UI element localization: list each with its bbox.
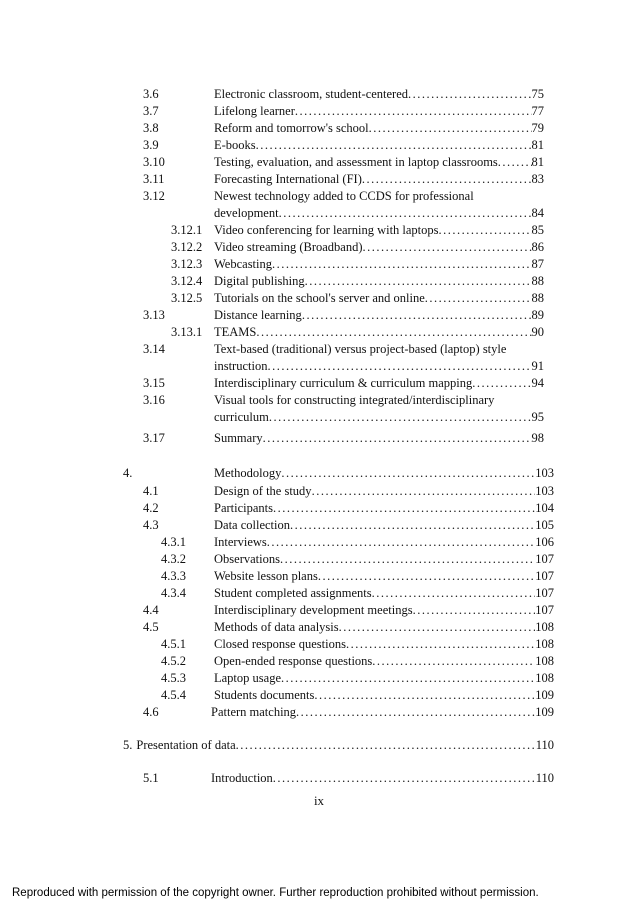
toc-entry [0,375,638,392]
toc-entry-title: Students documents [214,688,315,702]
dot-leader [267,534,535,551]
toc-entry-page: 95 [531,410,544,424]
toc-entry-title: Observations [214,552,280,566]
dot-leader [281,670,535,687]
toc-entry [0,704,638,721]
toc-entry-page: 86 [531,240,544,254]
toc-entry-number: 3.9 [143,138,159,152]
toc-entry-page: 77 [531,104,544,118]
toc-entry-page: 110 [535,738,554,752]
toc-entry-page: 110 [535,771,554,785]
toc-entry-page: 81 [531,138,544,152]
dot-leader [296,704,535,721]
dot-leader [267,358,531,375]
dot-leader [439,222,532,239]
toc-entry [0,602,638,619]
toc-entry [0,358,638,375]
dot-leader [281,465,535,482]
toc-entry-page: 94 [531,376,544,390]
dot-leader [236,737,536,754]
toc-entry [0,120,638,137]
toc-entry-title: Participants [214,501,274,515]
toc-entry-number: 3.12 [143,189,165,203]
dot-leader [312,483,536,500]
toc-entry [0,551,638,568]
toc-entry-page: 85 [531,223,544,237]
dot-leader [408,86,531,103]
toc-entry [0,687,638,704]
toc-entry [0,222,638,239]
toc-entry-number: 3.12.3 [171,257,203,271]
toc-entry-title: E-books [214,138,256,152]
toc-entry-number: 3.12.4 [171,274,203,288]
toc-entry-number: 4.5.1 [161,637,186,651]
dot-leader [302,307,532,324]
toc-entry-page: 105 [535,518,554,532]
toc-entry-page: 108 [535,637,554,651]
toc-entry-page: 109 [535,705,554,719]
toc-entry-number: 5. [123,738,133,752]
dot-leader [273,500,535,517]
toc-entry-number: 3.7 [143,104,159,118]
toc-entry-page: 87 [531,257,544,271]
toc-entry-title: Presentation of data [136,738,236,752]
toc-entry-number: 3.14 [143,342,165,356]
dot-leader [372,585,536,602]
toc-entry-number: 3.8 [143,121,159,135]
toc-entry-title: Reform and tomorrow's school [214,121,369,135]
dot-leader [272,256,531,273]
toc-entry-title: TEAMS [214,325,257,339]
toc-entry-number: 4. [123,466,133,480]
toc-entry-title: Tutorials on the school's server and online [214,291,425,305]
dot-leader [273,770,536,787]
toc-entry-title: Lifelong learner [214,104,295,118]
toc-entry-title: Introduction [211,771,273,785]
toc-entry [0,465,638,482]
toc-entry-page: 81 [531,155,544,169]
toc-entry-title: Interdisciplinary development meetings [214,603,413,617]
toc-entry-page: 106 [535,535,554,549]
toc-entry-title: Interdisciplinary curriculum & curriculum mapping [214,376,473,390]
toc-entry-number: 4.5 [143,620,159,634]
toc-entry-page: 88 [531,291,544,305]
dot-leader [363,239,532,256]
toc-entry-page: 103 [535,466,554,480]
toc-entry-title: Visual tools for constructing integrated/interdisciplinary [214,393,495,407]
toc-entry [0,737,638,754]
toc-entry-number: 3.17 [143,431,165,445]
toc-entry-title: Forecasting International (FI) [214,172,362,186]
toc-entry-page: 107 [535,569,554,583]
toc-entry [0,154,638,171]
toc-entry-title: Testing, evaluation, and assessment in laptop classrooms [214,155,498,169]
toc-entry-page: 107 [535,586,554,600]
toc-entry-page: 89 [531,308,544,322]
page-number: ix [313,793,325,808]
toc-entry-page: 98 [531,431,544,445]
toc-entry [0,188,638,205]
toc-entry [0,273,638,290]
toc-entry-number: 4.5.2 [161,654,186,668]
toc-entry-number: 3.12.1 [171,223,203,237]
toc-entry-number: 4.2 [143,501,159,515]
toc-entry-page: 103 [535,484,554,498]
dot-leader [290,517,535,534]
toc-entry-number: 3.13.1 [171,325,203,339]
toc-entry-page: 107 [535,552,554,566]
toc-entry-title: Newest technology added to CCDS for professional [214,189,474,203]
toc-entry-title: instruction [214,359,268,373]
toc-entry-title: Digital publishing [214,274,305,288]
toc-entry [0,568,638,585]
toc-entry-title: development [214,206,279,220]
toc-entry-title: Video streaming (Broadband) [214,240,363,254]
toc-entry [0,483,638,500]
toc-entry [0,500,638,517]
dot-leader [305,273,532,290]
toc-entry-page: 90 [531,325,544,339]
toc-entry-page: 108 [535,654,554,668]
toc-entry-page: 75 [531,87,544,101]
dot-leader [369,120,532,137]
toc-entry [0,324,638,341]
copyright-footer: Reproduced with permission of the copyright owner. Further reproduction prohibited without permission. [12,887,539,899]
toc-entry-title: Text-based (traditional) versus project-based (laptop) style [214,342,507,356]
toc-entry [0,430,638,447]
toc-entry-page: 109 [535,688,554,702]
toc-entry-page: 107 [535,603,554,617]
dot-leader [269,409,532,426]
toc-entry-number: 3.13 [143,308,165,322]
dot-leader [279,205,532,222]
dot-leader [425,290,532,307]
toc-entry-title: Laptop usage [214,671,281,685]
dot-leader [472,375,531,392]
toc-entry-number: 4.1 [143,484,159,498]
toc-entry-title: Webcasting [214,257,273,271]
toc-entry [0,205,638,222]
toc-entry-number: 3.16 [143,393,165,407]
toc-entry [0,103,638,120]
toc-entry-title: Summary [214,431,263,445]
toc-entry-number: 4.3.3 [161,569,186,583]
toc-entry [0,341,638,358]
dot-leader [295,103,532,120]
dot-leader [413,602,536,619]
toc-entry [0,86,638,103]
toc-entry-number: 3.12.2 [171,240,203,254]
dot-leader [498,154,532,171]
toc-entry [0,171,638,188]
toc-entry [0,585,638,602]
toc-entry-number: 3.6 [143,87,159,101]
toc-entry-number: 3.10 [143,155,165,169]
toc-entry [0,619,638,636]
toc-entry-title: curriculum [214,410,269,424]
toc-entry [0,409,638,426]
toc-entry [0,290,638,307]
toc-entry-title: Methodology [214,466,282,480]
dot-leader [256,324,531,341]
toc-entry [0,307,638,324]
toc-entry-number: 3.15 [143,376,165,390]
dot-leader [280,551,535,568]
toc-entry-number: 4.6 [143,705,159,719]
toc-entry-number: 4.5.4 [161,688,186,702]
toc-entry-page: 108 [535,620,554,634]
toc-entry-number: 4.3.4 [161,586,186,600]
toc-entry [0,137,638,154]
toc-entry-title: Open-ended response questions [214,654,373,668]
dot-leader [256,137,532,154]
toc-entry-page: 79 [531,121,544,135]
toc-entry [0,256,638,273]
toc-entry-number: 4.3 [143,518,159,532]
toc-entry-page: 84 [531,206,544,220]
toc-entry [0,653,638,670]
toc-entry-number: 5.1 [143,771,159,785]
toc-entry [0,392,638,409]
dot-leader [346,636,535,653]
toc-entry-page: 83 [531,172,544,186]
toc-entry-title: Electronic classroom, student-centered [214,87,409,101]
toc-entry-number: 3.11 [143,172,165,186]
toc-entry-page: 108 [535,671,554,685]
toc-entry [0,636,638,653]
toc-entry [0,517,638,534]
dot-leader [263,430,532,447]
toc-entry-title: Pattern matching [211,705,297,719]
toc-entry-title: Interviews [214,535,267,549]
toc-entry-number: 4.5.3 [161,671,186,685]
toc-entry-page: 104 [535,501,554,515]
toc-entry-title: Data collection [214,518,291,532]
dot-leader [372,653,535,670]
dot-leader [339,619,536,636]
toc-entry [0,239,638,256]
toc-entry [0,670,638,687]
toc-entry-title: Student completed assignments [214,586,372,600]
toc-entry [0,770,638,787]
toc-entry-title: Design of the study [214,484,312,498]
toc-entry-number: 3.12.5 [171,291,203,305]
toc-entry-number: 4.4 [143,603,159,617]
toc-entry-title: Website lesson plans [214,569,318,583]
toc-entry [0,534,638,551]
dot-leader [362,171,532,188]
dot-leader [314,687,535,704]
toc-entry-title: Video conferencing for learning with laptops [214,223,439,237]
toc-entry-page: 91 [531,359,544,373]
dot-leader [318,568,535,585]
toc-entry-title: Distance learning [214,308,302,322]
toc-entry-title: Methods of data analysis [214,620,339,634]
toc-entry-number: 4.3.1 [161,535,186,549]
toc-entry-title: Closed response questions [214,637,346,651]
toc-entry-page: 88 [531,274,544,288]
toc-entry-number: 4.3.2 [161,552,186,566]
